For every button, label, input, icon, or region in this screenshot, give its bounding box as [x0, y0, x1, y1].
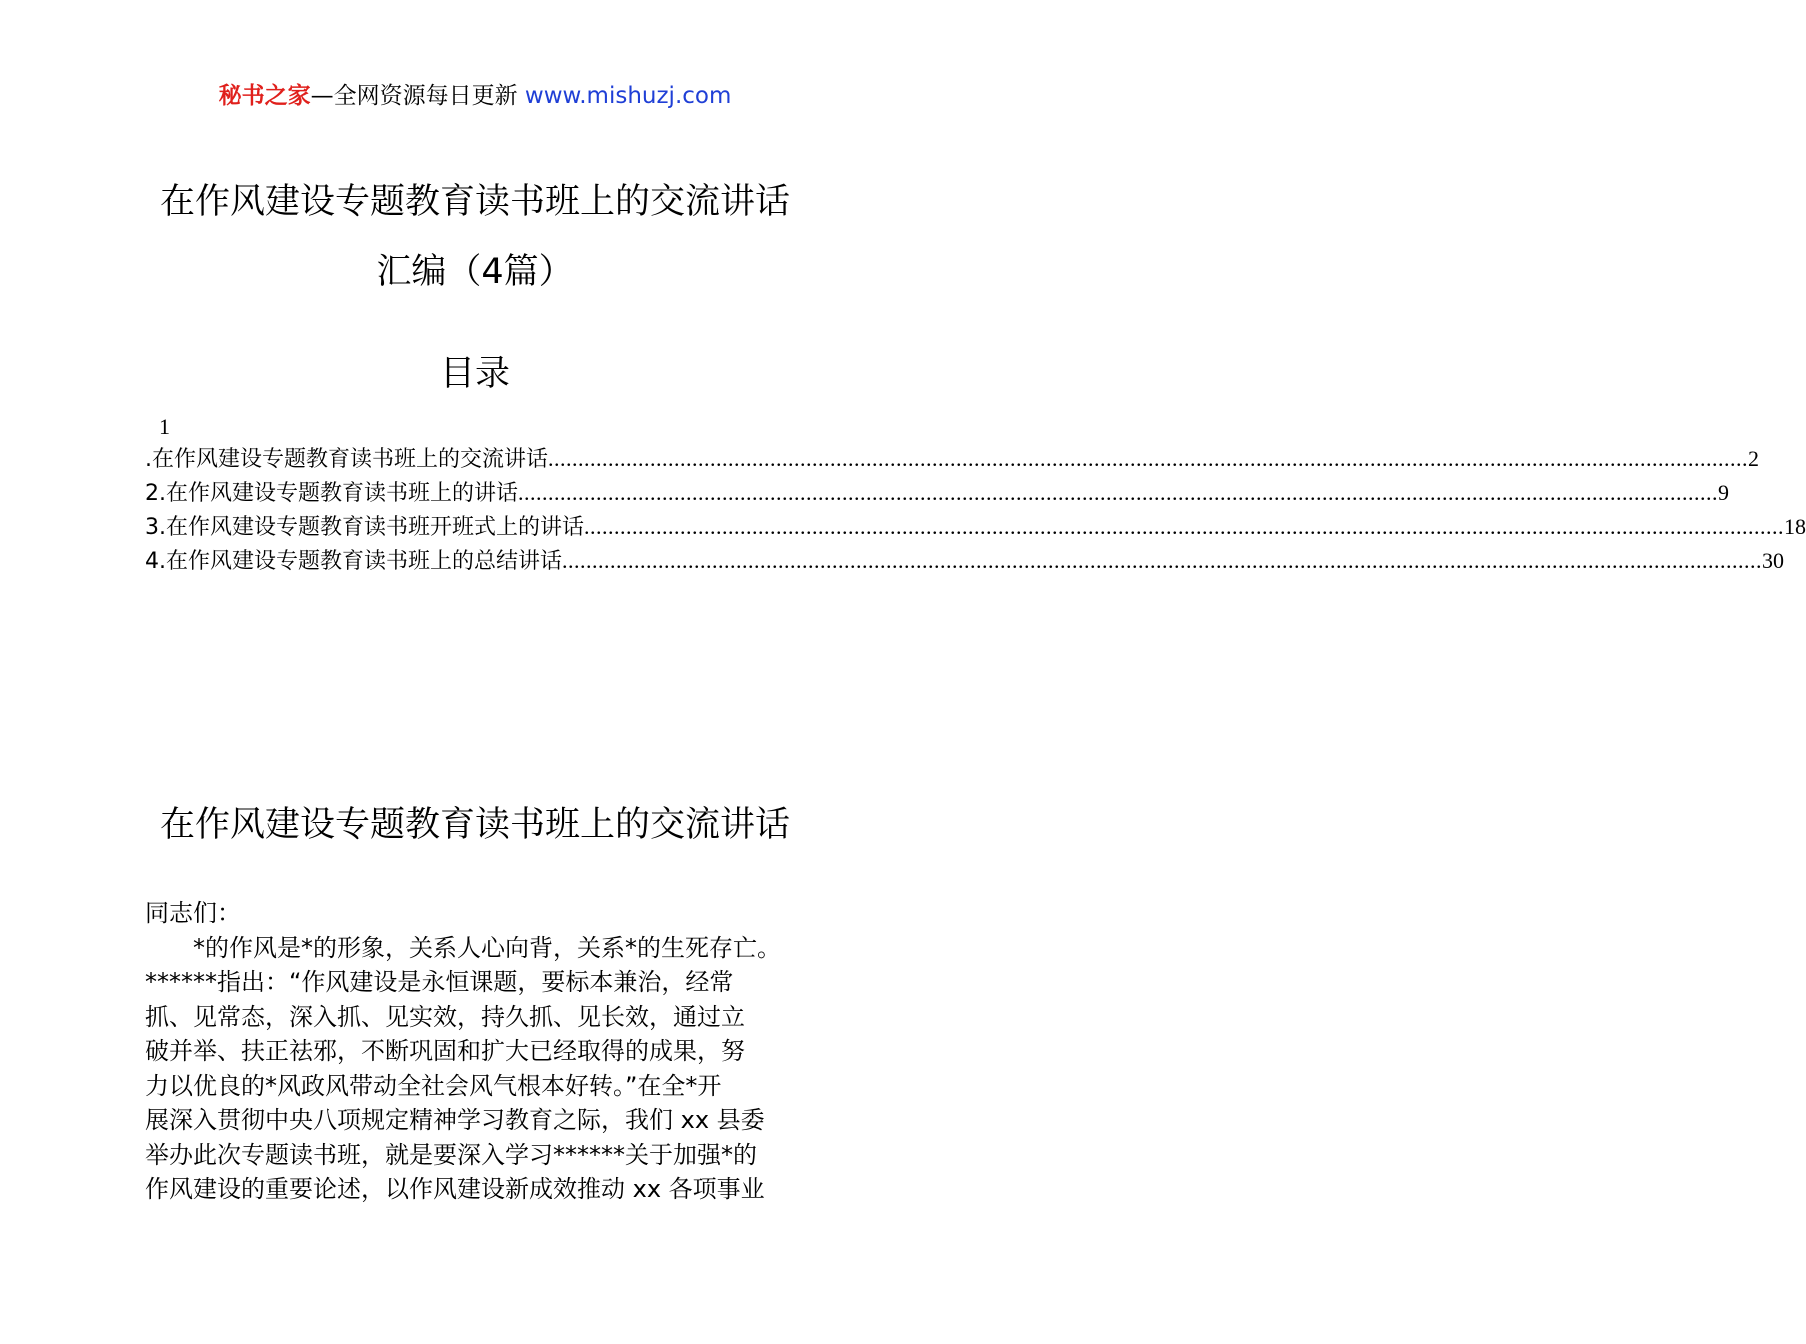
- toc-entry-label: 4.在作风建设专题教育读书班上的总结讲话: [145, 549, 562, 574]
- site-url-link[interactable]: www.mishuzj.com: [524, 83, 732, 109]
- toc-leader-dots: ........................................................................................................................................................................................................: [548, 446, 1748, 471]
- toc-leader-dots: ........................................................................................................................................................................................................: [584, 514, 1784, 539]
- toc-entry-page: 30: [1762, 548, 1784, 573]
- toc-entry[interactable]: [145, 510, 1806, 544]
- body-line: 举办此次专题读书班，就是要深入学习******关于加强*的: [145, 1140, 757, 1169]
- body-line: 展深入贯彻中央八项规定精神学习教育之际，我们 xx 县委: [145, 1106, 765, 1134]
- table-of-contents: [145, 412, 1806, 578]
- body-line: ******指出：“作风建设是永恒课题，要标本兼治，经常: [145, 968, 734, 996]
- toc-entry-page: 18: [1784, 514, 1806, 539]
- document-title-line-2: 汇编（4篇）: [376, 252, 574, 292]
- site-header: [0, 80, 950, 112]
- document-title-line-1: 在作风建设专题教育读书班上的交流讲话: [159, 182, 790, 222]
- article-body: [145, 896, 825, 1207]
- toc-leader-dots: ........................................................................................................................................................................................................: [518, 480, 1718, 505]
- toc-entry-label: 3.在作风建设专题教育读书班开班式上的讲话: [145, 515, 584, 540]
- brand-name: 秘书之家: [218, 83, 311, 109]
- toc-first-number: 1: [159, 414, 170, 439]
- body-line: 作风建设的重要论述，以作风建设新成效推动 xx 各项事业: [145, 1175, 765, 1203]
- toc-leader-dots: ........................................................................................................................................................................................................: [562, 548, 1762, 573]
- body-line: 力以优良的*风政风带动全社会风气根本好转。”在全*开: [145, 1071, 722, 1100]
- toc-entry[interactable]: [145, 476, 1729, 510]
- article-title: 在作风建设专题教育读书班上的交流讲话: [159, 805, 790, 845]
- toc-entry-page: 2: [1748, 446, 1759, 471]
- greeting: 同志们：: [145, 899, 241, 927]
- toc-entry-label: .在作风建设专题教育读书班上的交流讲话: [145, 447, 548, 472]
- body-line: 抓、见常态，深入抓、见实效，持久抓、见长效，通过立: [145, 1002, 745, 1031]
- toc-entry[interactable]: [145, 544, 1784, 578]
- toc-heading: 目录: [439, 354, 510, 394]
- toc-entry-label: 2.在作风建设专题教育读书班上的讲话: [145, 481, 518, 506]
- body-line: *的作风是*的形象，关系人心向背，关系*的生死存亡。: [193, 933, 781, 962]
- toc-entry-page: 9: [1718, 480, 1729, 505]
- body-line: 破并举、扶正祛邪，不断巩固和扩大已经取得的成果，努: [145, 1037, 745, 1065]
- toc-entry[interactable]: [145, 442, 1759, 476]
- header-tagline: —全网资源每日更新: [310, 83, 525, 109]
